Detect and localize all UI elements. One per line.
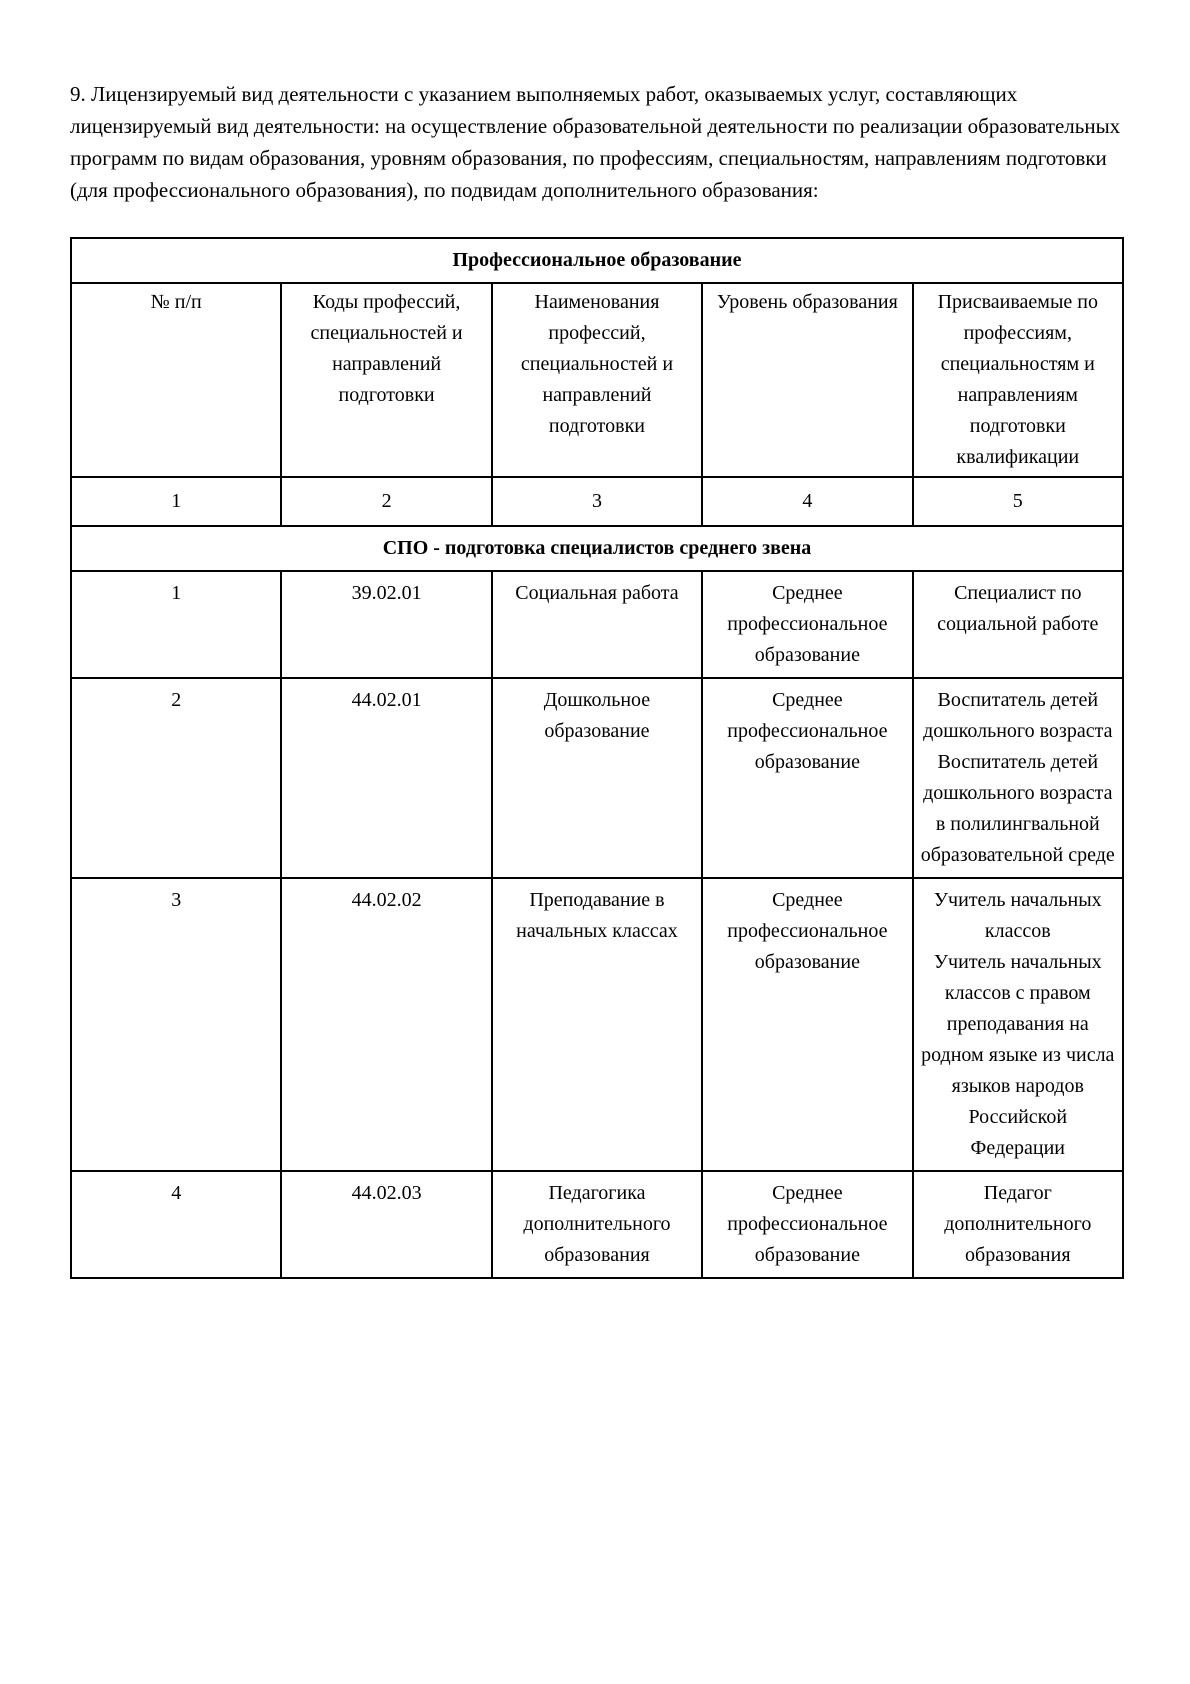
column-header-qualifications: Присваиваемые по профессиям, специальностям и направлениям подготовки квалификации: [913, 283, 1123, 477]
column-header-names: Наименования профессий, специальностей и направлений подготовки: [492, 283, 702, 477]
level-cell: Среднее профессиональное образование: [702, 878, 912, 1171]
row-number-cell: 4: [71, 1171, 281, 1278]
qualification-cell: [913, 878, 1123, 1171]
qualification-text: Воспитатель детей дошкольного возраста: [923, 688, 1113, 742]
row-number-cell: 2: [71, 678, 281, 878]
column-header-level: Уровень образования: [702, 283, 912, 477]
column-number: 5: [913, 477, 1123, 526]
table-row: [71, 1171, 1123, 1278]
code-cell: 39.02.01: [281, 571, 491, 678]
table-row: [71, 878, 1123, 1171]
qualification-text: Учитель начальных классов с правом преподавания на родном языке из числа языков народов Российской Федерации: [921, 950, 1115, 1159]
code-cell: 44.02.02: [281, 878, 491, 1171]
qualification-cell: [913, 1171, 1123, 1278]
name-cell: Социальная работа: [492, 571, 702, 678]
section-header-row: [71, 526, 1123, 571]
row-number-cell: 1: [71, 571, 281, 678]
column-number: 2: [281, 477, 491, 526]
qualification-text: Учитель начальных классов: [933, 888, 1102, 942]
table-title: Профессиональное образование: [71, 238, 1123, 283]
name-cell: Педагогика дополнительного образования: [492, 1171, 702, 1278]
table-title-row: [71, 238, 1123, 283]
qualification-text: Специалист по социальной работе: [937, 581, 1099, 635]
table-row: [71, 571, 1123, 678]
name-cell: Дошкольное образование: [492, 678, 702, 878]
table-row: [71, 678, 1123, 878]
table-header-row: [71, 283, 1123, 477]
qualification-text: Воспитатель детей дошкольного возраста в полилингвальной образовательной среде: [920, 750, 1115, 866]
code-cell: 44.02.03: [281, 1171, 491, 1278]
code-cell: 44.02.01: [281, 678, 491, 878]
name-cell: Преподавание в начальных классах: [492, 878, 702, 1171]
column-header-codes: Коды профессий, специальностей и направлений подготовки: [281, 283, 491, 477]
qualification-text: Педагог дополнительного образования: [944, 1181, 1092, 1266]
column-number-row: [71, 477, 1123, 526]
level-cell: Среднее профессиональное образование: [702, 571, 912, 678]
column-number: 1: [71, 477, 281, 526]
section-header: СПО - подготовка специалистов среднего звена: [71, 526, 1123, 571]
level-cell: Среднее профессиональное образование: [702, 678, 912, 878]
qualification-cell: [913, 678, 1123, 878]
column-number: 4: [702, 477, 912, 526]
column-number: 3: [492, 477, 702, 526]
professional-education-table: [70, 237, 1124, 1279]
level-cell: Среднее профессиональное образование: [702, 1171, 912, 1278]
row-number-cell: 3: [71, 878, 281, 1171]
qualification-cell: [913, 571, 1123, 678]
intro-paragraph: 9. Лицензируемый вид деятельности с указанием выполняемых работ, оказываемых услуг, составляющих лицензируемый вид деятельности: на осуществление образовательной деятельности по реализации образовательных программ по видам образования, уровням образования, по профессиям, специальностям, направлениям подготовки (для профессионального образования), по подвидам дополнительного образования:: [70, 82, 1121, 203]
column-header-num: № п/п: [71, 283, 281, 477]
